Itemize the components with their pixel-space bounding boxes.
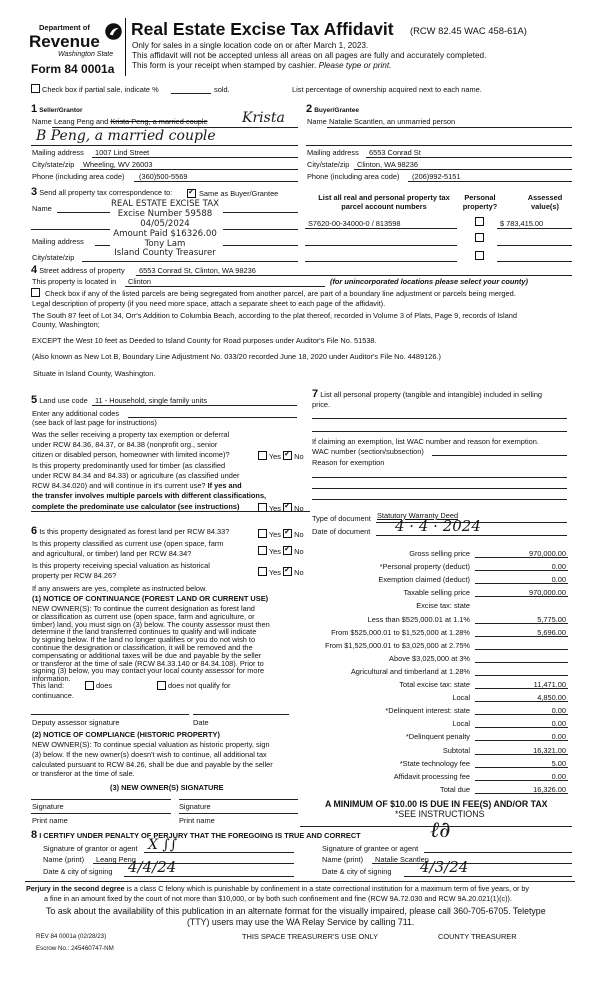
buyer-name-field[interactable]: Natalie Scantlen, an unmarried person (329, 117, 456, 126)
parcel-number[interactable]: S7620-00-34000-0 / 813598 (308, 219, 401, 228)
tax-row-value[interactable]: 0.00 (551, 732, 566, 742)
tax-row-value[interactable]: 0.00 (551, 719, 566, 729)
tax-row-value[interactable]: 5,775.00 (537, 614, 566, 624)
notice-line: signing (3) below, you may contact your local county assessor for more (32, 666, 265, 676)
statute-ref: (RCW 82.45 WAC 458-61A) (410, 25, 527, 36)
notice-line: determine if the land transferred continues to qualify and will indicate (32, 627, 257, 637)
no-checkbox[interactable] (283, 529, 292, 538)
tax-row-value[interactable]: 11,471.00 (533, 680, 566, 689)
tax-row-label: Less than $525,000.01 at 1.1% (367, 614, 470, 624)
personal-property-checkbox[interactable] (475, 251, 484, 260)
tax-row-label: Affidavit processing fee (393, 771, 470, 781)
tax-row-label: Above $3,025,000 at 3% (389, 653, 470, 663)
notice-line: (3) below. If the new owner(s) doesn't wish to continue, all additional tax (32, 749, 267, 759)
tax-row-label: Local (452, 693, 470, 703)
logo-swirl-icon (104, 22, 123, 41)
parcel-number[interactable] (305, 245, 457, 246)
tax-row-underline (475, 596, 568, 597)
new-owner-signature-field-2[interactable] (179, 799, 298, 800)
personal-property-field[interactable] (312, 418, 567, 419)
personal-property-checkbox[interactable] (475, 233, 484, 242)
document-type-field[interactable]: Statutory Warranty Deed (377, 511, 459, 520)
grantee-date-field[interactable]: 4/3/24 (420, 858, 469, 876)
land-use-code-field[interactable]: 11 - Household, single family units (95, 396, 208, 405)
forest-yes-no: Yes ✓ No (258, 528, 304, 539)
tax-row-underline (475, 662, 568, 663)
document-date-field[interactable]: 4 · 4 · 2024 (395, 517, 481, 535)
tax-row-underline (475, 557, 568, 558)
tax-row-value[interactable]: 0.00 (551, 562, 566, 572)
tax-row-underline (475, 675, 568, 676)
tax-row-value[interactable]: 0.00 (551, 575, 566, 585)
grantor-signature: X ∫∫ (148, 837, 178, 853)
tax-row-underline (475, 570, 568, 571)
timber-yes-no: Yes ✓ No (258, 502, 304, 513)
notice-line: compensating or additional taxes will be due and payable by the seller (32, 650, 262, 660)
notice-line: or classification as current use (open space, farm and agriculture, or (32, 611, 255, 621)
tax-row-underline (475, 688, 568, 689)
tax-row-underline (475, 636, 568, 637)
tax-row-underline (475, 793, 568, 794)
seller-mailing-field[interactable]: 1007 Lind Street (95, 148, 150, 157)
tax-row-underline (475, 754, 568, 755)
property-location-select[interactable]: Clinton (128, 277, 152, 286)
buyer-phone-field[interactable]: (206)992-5151 (412, 172, 461, 181)
notice-line: or transferor at the time of sale (RCW 84.33.140 or 84.34.108). Prior to (32, 658, 264, 668)
tax-row-underline (475, 740, 568, 741)
seller-city-field[interactable]: Wheeling, WV 26003 (83, 160, 153, 169)
personal-property-checkbox[interactable] (475, 217, 484, 226)
tax-row-underline (475, 727, 568, 728)
tax-row-label: *Personal property (deduct) (379, 562, 470, 572)
no-checkbox[interactable] (283, 503, 292, 512)
assessed-value[interactable] (497, 261, 572, 262)
current-use-yes-no: Yes ✓ No (258, 545, 304, 556)
tax-row-underline (475, 780, 568, 781)
partial-sale-percent-field[interactable] (171, 93, 211, 94)
notice-line: calculated pursuant to RCW 84.26, shall be due and payable by the seller (32, 759, 273, 769)
tax-row-underline (475, 649, 568, 650)
grantor-date-field[interactable]: 4/4/24 (128, 858, 177, 876)
buyer-city-field[interactable]: Clinton, WA 98236 (357, 160, 418, 169)
tax-row-label: Total due (440, 784, 470, 794)
tax-row-underline (475, 714, 568, 715)
tax-row-label: From $1,525,000.01 to $3,025,000 at 2.75% (324, 640, 470, 650)
tax-row-label: Subtotal (442, 745, 470, 755)
seller-name-field[interactable]: Leang Peng and Krista Peng, a married couple (54, 117, 208, 126)
yes-checkbox[interactable] (258, 529, 267, 538)
no-checkbox[interactable] (283, 451, 292, 460)
tax-row-underline (475, 701, 568, 702)
tax-row-value[interactable]: 0.00 (551, 771, 566, 781)
buyer-heading: 2 Buyer/Grantee (306, 103, 359, 115)
grantee-name-field[interactable]: Natalie Scantlen (375, 855, 429, 864)
tax-row-value[interactable]: 16,321.00 (533, 745, 566, 755)
print-name-field-2[interactable] (179, 813, 298, 814)
notice-line: by signing below. If the land no longer qualifies or you do not wish to (32, 635, 256, 645)
seller-name-handwritten: B Peng, a married couple (36, 128, 216, 144)
partial-sale-checkbox[interactable] (31, 84, 40, 93)
does-qualify-checkbox[interactable] (85, 681, 94, 690)
tax-row-label: Excise tax: state (416, 601, 470, 611)
yes-checkbox[interactable] (258, 503, 267, 512)
wac-number-field[interactable] (432, 455, 567, 456)
tax-row-value[interactable]: 5.00 (551, 758, 566, 768)
tax-row-value[interactable]: 0.00 (551, 706, 566, 716)
tax-row-value[interactable]: 16,326.00 (533, 784, 566, 794)
tax-row-label: Agricultural and timberland at 1.28% (350, 666, 470, 676)
tax-row-underline (475, 623, 568, 624)
seller-heading: 1 Seller/Grantor (31, 103, 83, 115)
grantee-signature: ℓ∂ (430, 818, 451, 843)
tax-row-label: Total excise tax: state (399, 680, 470, 689)
notice-line: or transferor at the time of sale. (32, 769, 135, 779)
tax-row-value[interactable]: 5,696.00 (537, 627, 566, 637)
notice-line: information. (32, 674, 71, 684)
tax-row-label: Local (452, 719, 470, 729)
tax-row-label: Exemption claimed (deduct) (378, 575, 470, 585)
parcel-number[interactable] (305, 261, 457, 262)
tax-row-label: Taxable selling price (403, 588, 470, 598)
tax-row-underline (475, 767, 568, 768)
tax-row-label: *State technology fee (399, 758, 470, 768)
same-as-buyer-checkbox[interactable] (187, 189, 196, 198)
exemption-reason-field[interactable] (312, 477, 567, 478)
tax-row-label: From $525,000.01 to $1,525,000 at 1.28% (331, 627, 470, 637)
notice-line: timber) land, you must sign on (3) below. The county assessor must then (32, 619, 270, 629)
seller-phone-field[interactable]: (360)500-5569 (139, 172, 188, 181)
assessed-value[interactable]: $ 783,415.00 (500, 219, 544, 228)
property-street-field[interactable]: 6553 Conrad St, Clinton, WA 98236 (139, 266, 256, 275)
grantee-signature-field[interactable] (424, 852, 572, 853)
does-not-qualify-checkbox[interactable] (157, 681, 166, 690)
segregated-parcel-checkbox[interactable] (31, 288, 40, 297)
exemption-yes-no: Yes ✓ No (258, 450, 304, 461)
tax-row-value[interactable]: 970,000.00 (529, 588, 566, 598)
page-title: Real Estate Excise Tax Affidavit (131, 19, 394, 39)
form-number: Form 84 0001a (31, 62, 115, 76)
tax-row-value[interactable]: 4,850.00 (537, 693, 566, 703)
notice-line: NEW OWNER(S): To continue special valuation as historic property, sign (32, 740, 270, 749)
buyer-mailing-field[interactable]: 6553 Conrad St (369, 148, 421, 157)
affidavit-page: Department of Revenue Washington State Form 84 0001a Real Estate Excise Tax Affidavit (RCW 82.45 WAC 458-61A) Only for sales in a single location code on or after March 1, 2023. This affidavit will not be accepted unless all areas on all pages are fully and accurately completed. This form is your receipt when stamped by cashier. Please type or print. Check box if partial sale, indicate % sold. List percentage of ownership acquired next to each name. 1 Seller/Grantor Name Leang Peng and Krista Peng, a married couple Krista B Peng, a married couple Mailing address 1007 Lind Street City/state/zip Wheeling, WV 26003 Phone (including area code) (360)500-5569 2 Buyer/Grantee Name Natalie Scantlen, an unmarried person Mailing address 6553 Conrad St City/state/zip Clinton, WA 98236 Phone (including area code) (206)992-5151 3 Send all property tax correspondence to: ✓ Same as Buyer/Grantee Name Mailing address City/state/zip REAL ESTATE EXCISE TAX Excise Number 59588 04/05/2024 Amount Paid $16326.00 Tony Lam Island County Treasurer List all real and personal property tax parcel account numbers Personal property? Assessed value(s) S7620-00-34000-0 / 813598 $ 783,415.00 4 Street address of property 6553 Conrad St, Clinton, WA 98236 This property is located in Clinton (for unincorporated locations please select your county) Check box if any of the listed parcels are being segregated from another parcel, are part of a boundary line adjustment or parcels being merged. Legal description of property (if you need more space, attach a separate sheet to each page of the affidavit). The South 87 feet of Lot 34, Orr's Addition to Columbia Beach, according to the plat thereof, recorded in Volume 3 of Plats, Page 9, records of Island County, Washington; EXCEPT the West 10 feet as Deeded to Island County for Road purposes under Auditor's File No. 51538. (Also known as New Lot B, Boundary Line Adjustment No. 033/20 recorded June 18, 2020 under Auditor's File No. 4489126.) Situate in Island County, Washington. 5 Land use code 11 - Household, single family units Enter any additional codes (see back of last page for instructions) Was the seller receiving a property tax exemption or deferral under RCW 84.36, 84.37, or 84.38 (nonprofit org., senior citizen or disabled person, homeowner with limited income)? Is this property predominantly used for timber (as classified under RCW 84.34 and 84.33) or agriculture (as classified under RCW 84.34.020) and will continue in it's current use? If yes and the transfer involves multiple parcels with different classifications, complete the predominate use calculator (see instructions) Yes ✓ No Yes ✓ No Yes ✓ No Yes ✓ No Yes ✓ No 6 Is this property designated as forest land per RCW 84.33? Is this property classified as current use (open space, farm and agricultural, or timber) land per RCW 84.34? Is this property receiving special valuation as historical property per RCW 84.26? If any answers are yes, complete as instructed below. (1) NOTICE OF CONTINUANCE (FOREST LAND OR CURRENT USE) NEW OWNER(S): To continue the current designation as forest land or classification as current use (open space, farm and agriculture, or timber) land, you must sign on (3) below. The county assessor must then determine if the land transferred continues to qualify and will indicate by signing below. If the land no longer qualifies or you do not wish to continue the designation or classification, it will be removed and the compensating or additional taxes will be due and payable by the seller or transferor at the time of sale (RCW 84.33.140 or 84.34.108). Prior to signing (3) below, you may contact your local county assessor for more information. This land: does does not qualify for continuance. Deputy assessor signature Date (2) NOTICE OF COMPLIANCE (HISTORIC PROPERTY) NEW OWNER(S): To continue special valuation as historic property, sign (3) below. If the new owner(s) doesn't wish to continue, all additional tax calculated pursuant to RCW 84.26, shall be due and payable by the seller or transferor at the time of sale. (3) NEW OWNER(S) SIGNATURE Signature Signature Print name Print name 7 List all personal property (tangible and intangible) included in selling price. If claiming an exemption, list WAC number and reason for exemption. WAC number (section/subsection) Reason for exemption Type of document Statutory Warranty Deed Date of document 4 · 4 · 2024 Gross selling price 970,000.00 *Personal property (deduct) 0.00 Exemption claimed (deduct) 0.00 Taxable selling price 970,000.00 Excise tax: state Less than $525,000.01 at 1.1% 5,775.00 From $525,000.01 to $1,525,000 at 1.28% 5,696.00 From $1,525,000.01 to $3,025,000 at 2.75% Above $3,025,000 at 3% Agricultural and timberland at 1.28% Total excise tax: state 11,471.00 Local 4,850.00 *Delinquent interest: state 0.00 Local 0.00 *Delinquent penalty 0.00 Subtotal 16,321.00 *State technology fee 5.00 Affidavit processing fee 0.00 Total due 16,326.00 A MINIMUM OF $10.00 IS DUE IN FEE(S) AND/OR TAX *SEE INSTRUCTIONS 8 I CERTIFY UNDER PENALTY OF PERJURY THAT THE FOREGOING IS TRUE AND CORRECT Signature of grantor or agent X ∫∫ Name (print) Leang Peng Date & city of signing 4/4/24 Signature of grantee or agent ℓ∂ Name (print) Natalie Scantlen Date & city of signing 4/3/24 Perjury in the second degree is a class C felony which is punishable by confinement in a state correctional institution for a maximum term of five years, or by a fine in an amount fixed by the court of not more than $10,000, or by both such confinement and fine (RCW 9A.72.030 and RCW 9A.20.021(1)(c)). To ask about the availability of this publication in an alternate format for the visually impaired, please call 360-705-6705. Teletype (TTY) users may use the WA Relay Service by calling 711. REV 84 0001a (02/28/23) THIS SPACE TREASURER'S USE ONLY COUNTY TREASURER Escrow No.: 245460747-NM (0, 0, 600, 988)
historic-yes-no: Yes ✓ No (258, 566, 304, 577)
new-owner-signature-field[interactable] (31, 799, 171, 800)
notice-line: NEW OWNER(S): To continue the current designation as forest land (32, 604, 255, 613)
tax-row-label: *Delinquent penalty (405, 732, 470, 742)
tax-row-label: *Delinquent interest: state (385, 706, 470, 716)
grantor-name-field[interactable]: Leang Peng (96, 855, 136, 864)
header-divider (125, 18, 126, 76)
assessed-value[interactable] (497, 245, 572, 246)
notice-line: continue the designation or classification, it will be removed and the (32, 643, 253, 652)
tax-row-label: Gross selling price (409, 549, 470, 558)
deputy-assessor-signature-field[interactable] (31, 714, 189, 715)
tax-row-underline (475, 583, 568, 584)
print-name-field[interactable] (31, 813, 171, 814)
yes-checkbox[interactable] (258, 451, 267, 460)
tax-row-value[interactable]: 970,000.00 (529, 549, 566, 558)
